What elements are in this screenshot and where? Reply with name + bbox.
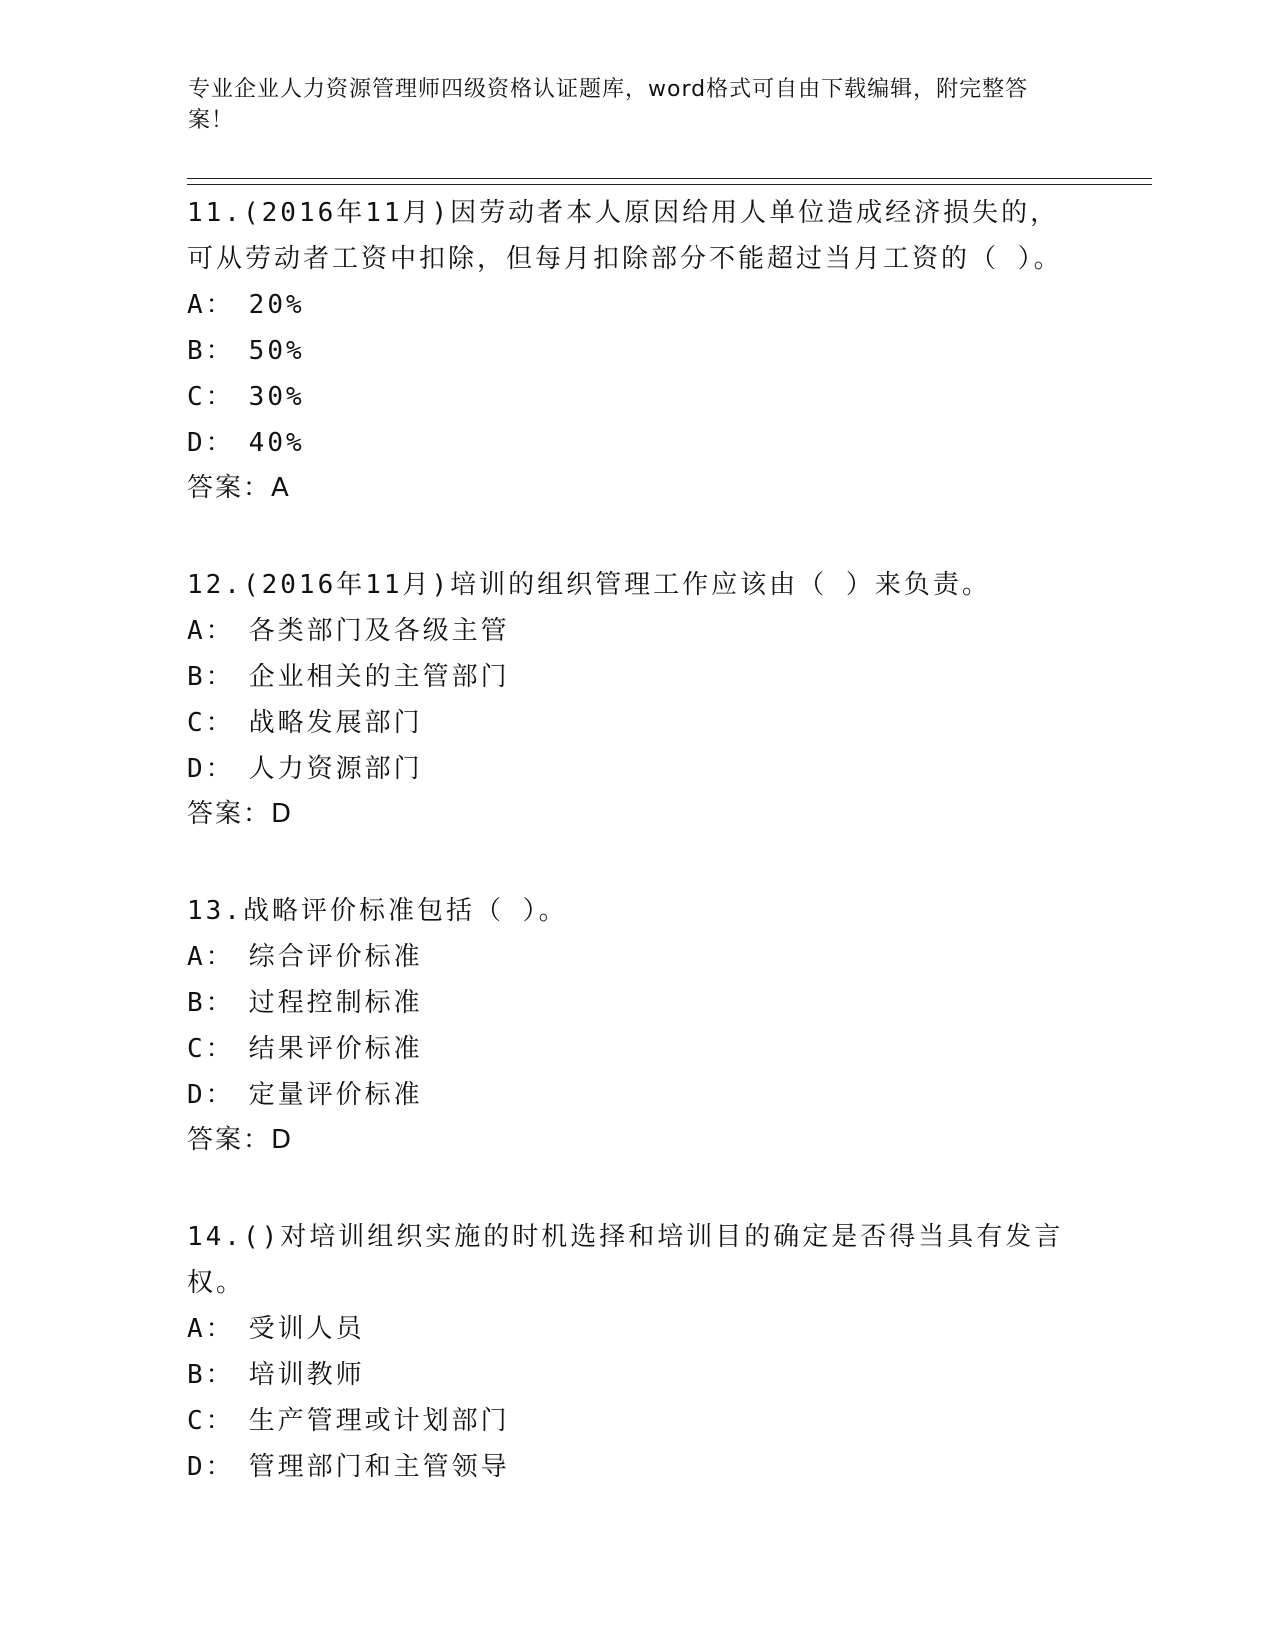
option-b: B： 50% bbox=[187, 336, 305, 366]
option-c: C： 30% bbox=[187, 382, 305, 412]
document-header: 专业企业人力资源管理师四级资格认证题库，word格式可自由下载编辑，附完整答案！ bbox=[188, 77, 1029, 133]
option-d: D： 管理部门和主管领导 bbox=[187, 1452, 510, 1482]
option-b: B： 过程控制标准 bbox=[187, 988, 423, 1018]
answer-line: 答案：D bbox=[187, 799, 294, 829]
question-stem: 12.(2016年11月)培训的组织管理工作应该由（ ）来负责。 bbox=[187, 570, 991, 600]
question-13 bbox=[187, 888, 1087, 1162]
option-d: D： 人力资源部门 bbox=[187, 754, 423, 784]
option-d: D： 40% bbox=[187, 428, 305, 458]
header-divider-bottom bbox=[187, 184, 1152, 185]
question-12 bbox=[187, 562, 1087, 836]
question-list bbox=[187, 190, 1087, 1542]
header-divider-top bbox=[187, 178, 1152, 179]
option-d: D： 定量评价标准 bbox=[187, 1080, 423, 1110]
question-14 bbox=[187, 1214, 1087, 1490]
option-c: C： 战略发展部门 bbox=[187, 708, 423, 738]
question-stem: 14.()对培训组织实施的时机选择和培训目的确定是否得当具有发言权。 bbox=[187, 1222, 1064, 1298]
question-stem: 13.战略评价标准包括（ ）。 bbox=[187, 896, 568, 926]
option-a: A： 各类部门及各级主管 bbox=[187, 616, 510, 646]
answer-line: 答案：A bbox=[187, 473, 291, 503]
option-a: A： 综合评价标准 bbox=[187, 942, 423, 972]
option-b: B： 培训教师 bbox=[187, 1360, 365, 1390]
option-c: C： 生产管理或计划部门 bbox=[187, 1406, 510, 1436]
option-a: A： 20% bbox=[187, 290, 305, 320]
question-stem: 11.(2016年11月)因劳动者本人原因给用人单位造成经济损失的，可从劳动者工资中扣除，但每月扣除部分不能超过当月工资的（ ）。 bbox=[187, 198, 1063, 274]
option-a: A： 受训人员 bbox=[187, 1314, 365, 1344]
option-c: C： 结果评价标准 bbox=[187, 1034, 423, 1064]
question-11 bbox=[187, 190, 1087, 510]
option-b: B： 企业相关的主管部门 bbox=[187, 662, 510, 692]
answer-line: 答案：D bbox=[187, 1125, 294, 1155]
